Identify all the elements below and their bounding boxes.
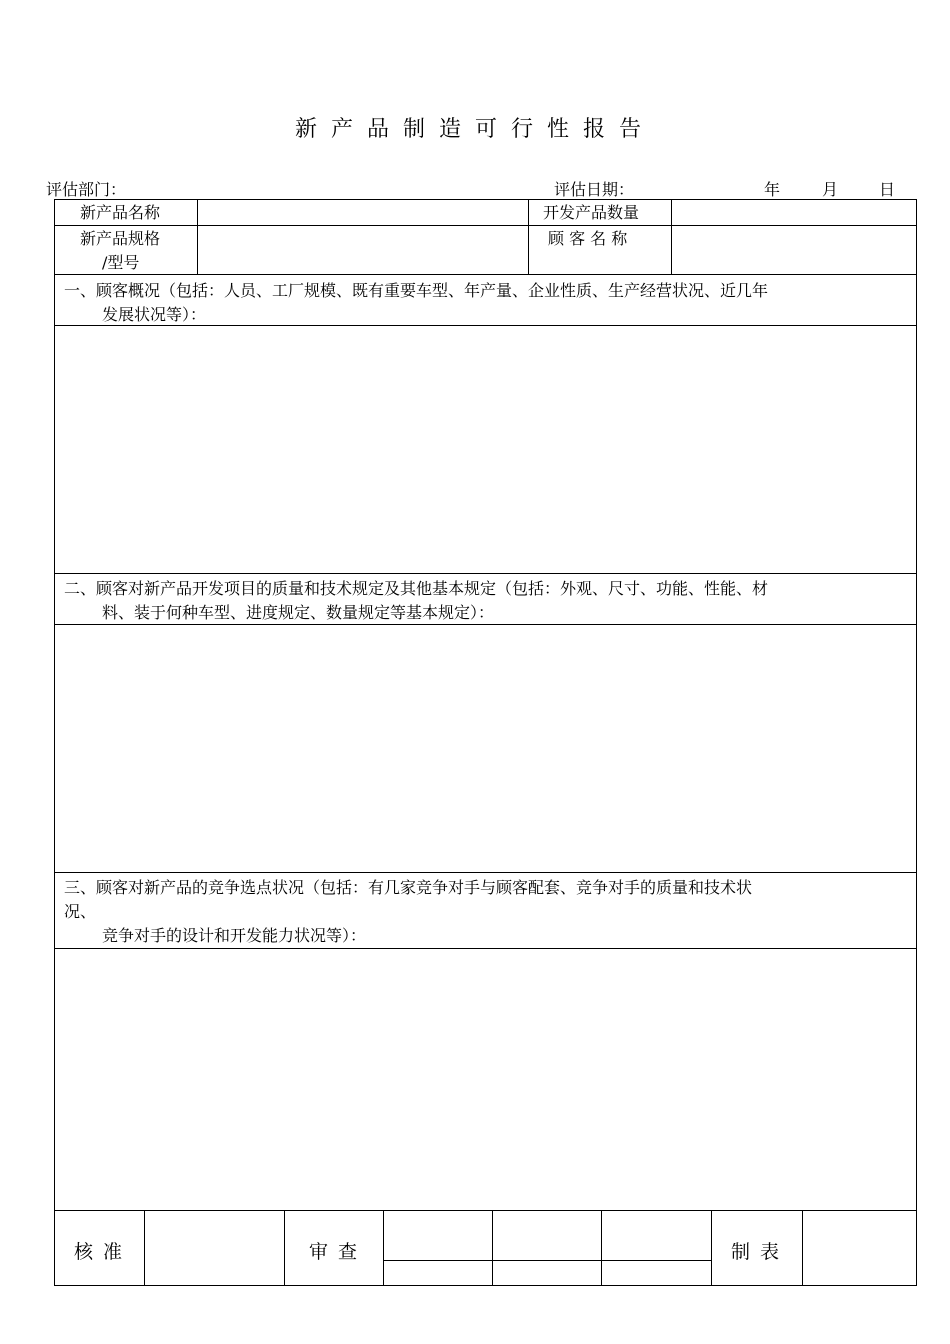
product-spec-label: 新产品规格	[80, 229, 161, 248]
section-3-body[interactable]	[55, 949, 916, 1210]
section-2-heading	[64, 577, 909, 625]
month-label: 月	[822, 180, 839, 199]
section-2-body[interactable]	[55, 625, 916, 872]
dept-label: 评估部门：	[46, 180, 127, 199]
year-label: 年	[764, 180, 781, 199]
approve-label: 核准	[74, 1241, 133, 1263]
section-3-line1b: 况、	[64, 902, 97, 921]
review-signature-field-2[interactable]	[493, 1211, 601, 1260]
section-1-line1: 一、顾客概况（包括：人员、工厂规模、既有重要车型、年产量、企业性质、生产经营状况、近几年	[64, 281, 769, 300]
section-3-line2: 竞争对手的设计和开发能力状况等）：	[102, 926, 367, 945]
review-signature-field-3[interactable]	[602, 1211, 711, 1260]
section-1-body[interactable]	[55, 326, 916, 573]
day-label: 日	[879, 180, 896, 199]
product-name-label: 新产品名称	[80, 203, 161, 222]
customer-name-label: 顾 客 名 称	[548, 229, 628, 248]
product-qty-label: 开发产品数量	[543, 203, 640, 222]
date-label: 评估日期：	[554, 180, 635, 199]
product-spec-field[interactable]	[198, 226, 528, 274]
section-2-line2: 料、装于何种车型、进度规定、数量规定等基本规定）：	[102, 603, 495, 622]
product-name-field[interactable]	[198, 200, 528, 225]
prepare-signature-field[interactable]	[803, 1211, 916, 1285]
approve-signature-field[interactable]	[145, 1211, 284, 1285]
section-1-heading	[64, 279, 909, 327]
customer-name-field[interactable]	[672, 226, 916, 274]
product-model-label: /型号	[102, 253, 140, 272]
prepare-label: 制表	[731, 1241, 790, 1263]
page-title: 新产品制造可行性报告	[294, 117, 655, 142]
product-qty-field[interactable]	[672, 200, 916, 225]
section-3-line1: 三、顾客对新产品的竞争选点状况（包括：有几家竞争对手与顾客配套、竞争对手的质量和技术状	[64, 878, 753, 897]
review-signature-field-1[interactable]	[384, 1211, 492, 1260]
section-3-heading	[64, 876, 909, 948]
section-1-line2: 发展状况等）：	[102, 305, 207, 324]
section-2-line1: 二、顾客对新产品开发项目的质量和技术规定及其他基本规定（包括：外观、尺寸、功能、性能、材	[64, 579, 769, 598]
review-label: 审查	[309, 1241, 368, 1263]
